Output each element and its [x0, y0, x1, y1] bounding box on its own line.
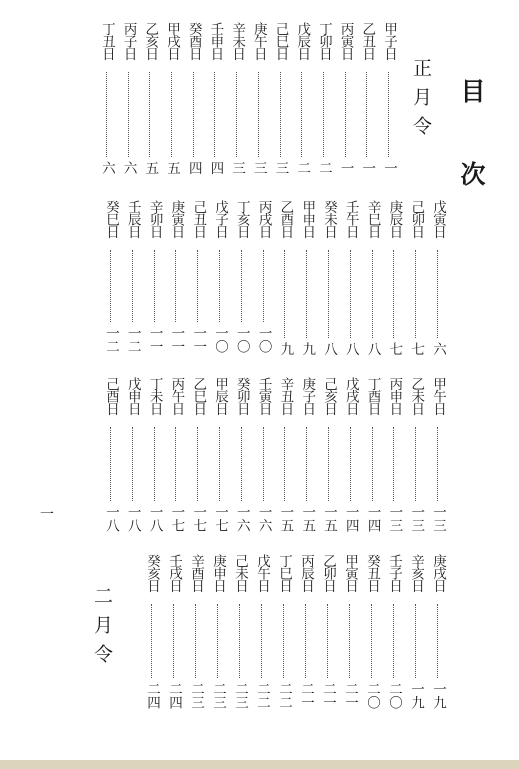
toc-entry-page-number: 一三 — [430, 505, 446, 532]
toc-entry-label: 甲戌日 — [164, 22, 180, 60]
toc-entry — [234, 377, 250, 537]
toc-entry-page-number: 九 — [277, 342, 294, 356]
toc-entry-label: 甲午日 — [430, 377, 446, 415]
toc-leader-dots — [305, 604, 306, 678]
toc-entry-page-number: 六 — [430, 342, 446, 356]
toc-leader-dots — [284, 427, 285, 501]
toc-entry-label: 辛巳日 — [364, 200, 381, 238]
toc-entry — [188, 554, 204, 714]
toc-leader-dots — [214, 72, 215, 157]
toc-leader-dots — [241, 250, 242, 322]
toc-leader-dots — [217, 604, 218, 678]
toc-leader-dots — [284, 250, 285, 338]
toc-leader-dots — [151, 604, 152, 678]
toc-entry-label: 庚寅日 — [168, 200, 185, 238]
section-heading-second-month: 二月令 — [91, 586, 113, 673]
toc-entry — [234, 200, 250, 358]
toc-entry — [320, 554, 336, 714]
toc-entry-page-number: 一四 — [364, 505, 381, 532]
page-number-marker: 一 — [40, 507, 54, 523]
toc-entry-page-number: 八 — [321, 342, 337, 356]
toc-entry — [256, 377, 272, 537]
toc-entry — [386, 554, 402, 714]
toc-entry-page-number: 七 — [408, 342, 425, 356]
toc-entry-label: 甲辰日 — [212, 377, 228, 415]
toc-leader-dots — [132, 250, 133, 322]
toc-leader-dots — [301, 72, 302, 157]
toc-entry — [212, 377, 228, 537]
toc-leader-dots — [258, 72, 259, 157]
toc-entry — [408, 200, 424, 358]
page-title: 目次 — [457, 78, 486, 244]
toc-entry-page-number: 六 — [98, 161, 115, 175]
toc-entry — [103, 377, 119, 537]
toc-entry-page-number: 七 — [386, 342, 403, 356]
toc-entry-label: 丁酉日 — [364, 377, 381, 415]
toc-leader-dots — [415, 250, 416, 338]
toc-entry-label: 丙戌日 — [255, 200, 272, 238]
toc-entry — [142, 22, 158, 177]
toc-leader-dots — [437, 427, 438, 501]
toc-entry-label: 壬申日 — [207, 22, 224, 60]
toc-entry-page-number: 一三 — [408, 505, 425, 532]
toc-entry-page-number: 二二 — [254, 682, 270, 709]
toc-entry-page-number: 一九 — [408, 682, 424, 709]
toc-entry-page-number: 一五 — [321, 505, 337, 532]
toc-leader-dots — [171, 72, 172, 157]
toc-entry-page-number: 一七 — [168, 505, 185, 532]
toc-entry-label: 己丑日 — [190, 200, 207, 238]
toc-entry-page-number: 五 — [164, 161, 180, 175]
toc-leader-dots — [350, 427, 351, 501]
toc-entry-page-number: 一一 — [190, 326, 207, 353]
toc-leader-dots — [110, 427, 111, 501]
toc-leader-dots — [128, 72, 129, 157]
toc-entry-label: 丙辰日 — [298, 554, 314, 592]
toc-entry-label: 戊申日 — [124, 377, 141, 415]
toc-entry-label: 戊午日 — [254, 554, 270, 592]
toc-entry-page-number: 八 — [342, 342, 359, 356]
toc-entry-label: 乙卯日 — [320, 554, 336, 592]
toc-entry-label: 丁巳日 — [276, 554, 292, 592]
toc-entry-page-number: 二 — [315, 161, 332, 175]
toc-leader-dots — [437, 604, 438, 678]
toc-leader-dots — [173, 604, 174, 678]
toc-leader-dots — [154, 427, 155, 501]
toc-entry-page-number: 一〇 — [212, 326, 228, 353]
toc-leader-dots — [175, 427, 176, 501]
toc-leader-dots — [306, 250, 307, 338]
toc-leader-dots — [197, 250, 198, 322]
toc-entry — [190, 200, 206, 358]
toc-entry-label: 乙巳日 — [190, 377, 207, 415]
toc-entry-page-number: 二一 — [298, 682, 314, 709]
toc-entry — [232, 554, 248, 714]
toc-entry-label: 壬子日 — [386, 554, 402, 592]
toc-entry-label: 癸未日 — [321, 200, 337, 238]
toc-entry-label: 壬辰日 — [124, 200, 141, 238]
toc-leader-dots — [219, 250, 220, 322]
toc-entry-label: 戊戌日 — [342, 377, 359, 415]
toc-entry — [254, 554, 270, 714]
toc-entry-page-number: 二三 — [188, 682, 204, 709]
toc-leader-dots — [345, 72, 346, 157]
section-heading-first-month: 正月令 — [410, 58, 432, 145]
toc-leader-dots — [132, 427, 133, 501]
toc-entry — [277, 377, 293, 537]
toc-entry-page-number: 三 — [229, 161, 246, 175]
toc-entry-page-number: 四 — [207, 161, 224, 175]
toc-entry — [365, 200, 381, 358]
toc-entry — [125, 377, 141, 537]
toc-entry — [430, 377, 446, 537]
toc-leader-dots — [154, 250, 155, 322]
toc-entry-page-number: 一四 — [342, 505, 359, 532]
toc-entry-label: 丙午日 — [168, 377, 185, 415]
toc-entry-page-number: 一八 — [103, 505, 119, 532]
toc-leader-dots — [236, 72, 237, 157]
toc-entry-label: 丁未日 — [146, 377, 163, 415]
toc-entry — [212, 200, 228, 358]
toc-entry-page-number: 二三 — [232, 682, 248, 709]
toc-entry-label: 辛酉日 — [188, 554, 204, 592]
toc-entry-page-number: 二四 — [144, 682, 160, 709]
toc-entry-page-number: 一〇 — [233, 326, 250, 353]
toc-leader-dots — [371, 604, 372, 678]
toc-entry-page-number: 二〇 — [364, 682, 380, 709]
toc-entry-label: 丙申日 — [386, 377, 403, 415]
toc-entry — [321, 377, 337, 537]
toc-entry-page-number: 二三 — [210, 682, 226, 709]
toc-entry-label: 乙酉日 — [277, 200, 294, 238]
toc-entry-page-number: 一 — [337, 161, 354, 175]
toc-entry-page-number: 三 — [272, 161, 289, 175]
toc-entry-page-number: 一五 — [277, 505, 294, 532]
toc-entry-page-number: 一一 — [168, 326, 185, 353]
toc-entry — [342, 554, 358, 714]
toc-leader-dots — [261, 604, 262, 678]
toc-leader-dots — [219, 427, 220, 501]
toc-entry-page-number: 八 — [364, 342, 381, 356]
toc-entry-label: 己巳日 — [272, 22, 289, 60]
toc-entry-label: 辛丑日 — [277, 377, 294, 415]
toc-entry — [299, 200, 315, 358]
toc-entry-label: 庚申日 — [210, 554, 226, 592]
toc-entry-label: 癸亥日 — [144, 554, 160, 592]
toc-entry — [147, 200, 163, 358]
toc-entry-label: 丙寅日 — [337, 22, 354, 60]
toc-leader-dots — [372, 427, 373, 501]
toc-entry — [277, 200, 293, 358]
toc-entry — [166, 554, 182, 714]
toc-entry-label: 己亥日 — [321, 377, 337, 415]
toc-entry-page-number: 九 — [299, 342, 316, 356]
toc-leader-dots — [241, 427, 242, 501]
toc-leader-dots — [437, 250, 438, 338]
toc-entry — [386, 200, 402, 358]
toc-entry-page-number: 二四 — [166, 682, 182, 709]
toc-entry-label: 壬寅日 — [255, 377, 272, 415]
toc-entry-label: 己未日 — [232, 554, 248, 592]
toc-entry-label: 乙丑日 — [359, 22, 376, 60]
toc-entry-page-number: 一二 — [124, 326, 141, 353]
toc-leader-dots — [306, 427, 307, 501]
toc-entry — [168, 377, 184, 537]
toc-leader-dots — [349, 604, 350, 678]
toc-entry-label: 丁亥日 — [233, 200, 250, 238]
toc-entry — [147, 377, 163, 537]
toc-entry-label: 庚子日 — [299, 377, 316, 415]
toc-leader-dots — [239, 604, 240, 678]
toc-entry-label: 辛亥日 — [408, 554, 424, 592]
toc-leader-dots — [175, 250, 176, 322]
toc-entry-label: 乙未日 — [408, 377, 425, 415]
toc-entry — [121, 22, 137, 177]
toc-entry-label: 癸巳日 — [103, 200, 119, 238]
toc-entry-label: 癸卯日 — [233, 377, 250, 415]
toc-leader-dots — [372, 250, 373, 338]
toc-entry-label: 戊辰日 — [294, 22, 311, 60]
toc-leader-dots — [149, 72, 150, 157]
toc-entry-page-number: 一六 — [233, 505, 250, 532]
toc-leader-dots — [393, 604, 394, 678]
toc-leader-dots — [388, 72, 389, 157]
toc-entry-label: 壬戌日 — [166, 554, 182, 592]
toc-entry-page-number: 一六 — [255, 505, 272, 532]
toc-leader-dots — [415, 604, 416, 678]
toc-entry-label: 癸丑日 — [364, 554, 380, 592]
toc-entry — [125, 200, 141, 358]
toc-entry-label: 壬午日 — [342, 200, 359, 238]
toc-entry-label: 己酉日 — [103, 377, 119, 415]
page-bottom-edge — [0, 760, 519, 769]
toc-leader-dots — [328, 427, 329, 501]
toc-entry-label: 乙亥日 — [142, 22, 159, 60]
toc-entry-page-number: 二 — [294, 161, 311, 175]
toc-entry — [343, 377, 359, 537]
toc-leader-dots — [350, 250, 351, 338]
toc-entry-label: 甲申日 — [299, 200, 316, 238]
toc-entry-label: 辛未日 — [229, 22, 246, 60]
toc-entry — [99, 22, 115, 177]
toc-leader-dots — [393, 250, 394, 338]
toc-entry-page-number: 四 — [185, 161, 202, 175]
toc-leader-dots — [263, 427, 264, 501]
toc-leader-dots — [323, 72, 324, 157]
toc-entry-page-number: 一一 — [146, 326, 163, 353]
toc-entry-page-number: 一 — [381, 161, 397, 175]
toc-leader-dots — [197, 427, 198, 501]
toc-leader-dots — [193, 72, 194, 157]
toc-entry — [186, 22, 202, 177]
toc-entry — [207, 22, 223, 177]
toc-entry-label: 甲子日 — [381, 22, 397, 60]
toc-entry — [276, 554, 292, 714]
toc-entry-label: 癸酉日 — [185, 22, 202, 60]
toc-entry-label: 丙子日 — [120, 22, 137, 60]
toc-entry-label: 戊寅日 — [430, 200, 446, 238]
toc-entry-page-number: 二一 — [320, 682, 336, 709]
toc-entry-page-number: 一八 — [124, 505, 141, 532]
toc-entry-page-number: 一二 — [103, 326, 119, 353]
toc-entry-page-number: 六 — [120, 161, 137, 175]
toc-entry — [273, 22, 289, 177]
toc-entry-page-number: 一七 — [212, 505, 228, 532]
toc-entry-label: 甲寅日 — [342, 554, 358, 592]
toc-entry — [408, 554, 424, 714]
toc-entry — [316, 22, 332, 177]
toc-entry-page-number: 一 — [359, 161, 376, 175]
toc-entry-page-number: 一三 — [386, 505, 403, 532]
toc-entry — [321, 200, 337, 358]
toc-entry-page-number: 三 — [250, 161, 267, 175]
toc-entry-page-number: 五 — [142, 161, 159, 175]
toc-entry — [408, 377, 424, 537]
toc-entry-label: 丁丑日 — [98, 22, 115, 60]
toc-entry — [359, 22, 375, 177]
toc-leader-dots — [415, 427, 416, 501]
toc-entry — [343, 200, 359, 358]
toc-entry — [168, 200, 184, 358]
toc-entry — [386, 377, 402, 537]
toc-entry — [381, 22, 397, 177]
toc-leader-dots — [328, 250, 329, 338]
toc-entry — [144, 554, 160, 714]
toc-entry — [430, 200, 446, 358]
toc-entry-label: 庚午日 — [250, 22, 267, 60]
toc-entry-label: 庚辰日 — [386, 200, 403, 238]
toc-leader-dots — [366, 72, 367, 157]
toc-entry-page-number: 一五 — [299, 505, 316, 532]
toc-entry-label: 丁卯日 — [315, 22, 332, 60]
toc-entry — [210, 554, 226, 714]
toc-entry-label: 己卯日 — [408, 200, 425, 238]
toc-entry-page-number: 一九 — [430, 682, 446, 709]
toc-entry — [338, 22, 354, 177]
toc-entry-page-number: 一〇 — [255, 326, 272, 353]
toc-entry-label: 庚戌日 — [430, 554, 446, 592]
toc-leader-dots — [195, 604, 196, 678]
toc-leader-dots — [327, 604, 328, 678]
toc-entry — [365, 377, 381, 537]
toc-leader-dots — [280, 72, 281, 157]
toc-leader-dots — [283, 604, 284, 678]
toc-entry — [164, 22, 180, 177]
toc-leader-dots — [106, 72, 107, 157]
toc-entry — [299, 377, 315, 537]
toc-entry-page-number: 二一 — [342, 682, 358, 709]
toc-entry-label: 辛卯日 — [146, 200, 163, 238]
toc-entry — [190, 377, 206, 537]
toc-entry — [251, 22, 267, 177]
toc-entry — [430, 554, 446, 714]
toc-entry — [294, 22, 310, 177]
toc-entry — [298, 554, 314, 714]
toc-entry — [229, 22, 245, 177]
toc-entry-page-number: 二二 — [276, 682, 292, 709]
toc-entry — [103, 200, 119, 358]
toc-entry — [256, 200, 272, 358]
toc-entry-page-number: 一八 — [146, 505, 163, 532]
toc-entry-page-number: 二〇 — [386, 682, 402, 709]
toc-entry-label: 戊子日 — [212, 200, 228, 238]
toc-entry-page-number: 一七 — [190, 505, 207, 532]
toc-leader-dots — [393, 427, 394, 501]
toc-entry — [364, 554, 380, 714]
toc-leader-dots — [110, 250, 111, 322]
toc-leader-dots — [263, 250, 264, 322]
